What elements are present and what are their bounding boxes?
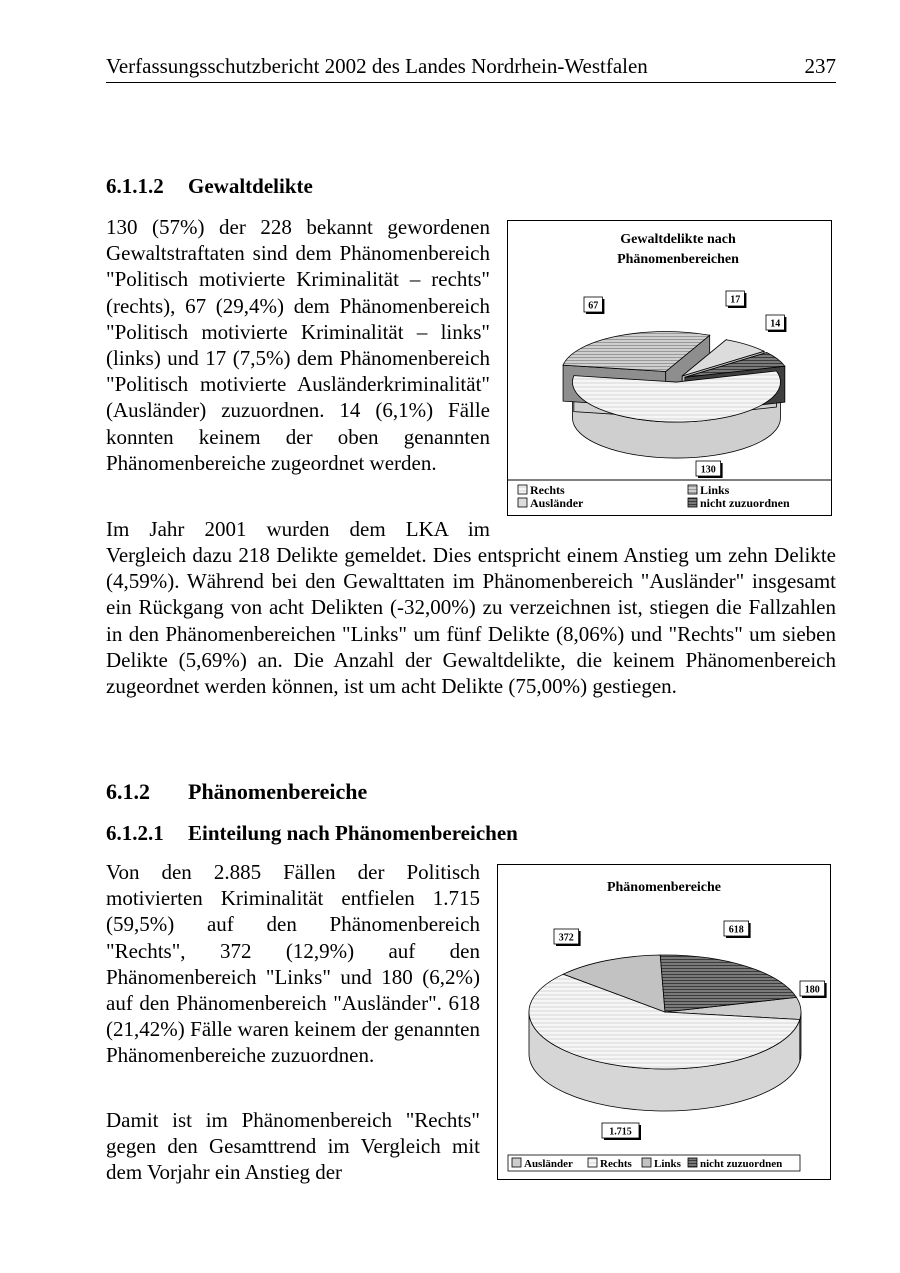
data-label-rechts: 130 — [700, 464, 716, 476]
section-number: 6.1.2 — [106, 779, 150, 804]
section-heading-phaenomenbereiche — [106, 779, 367, 805]
legend-swatch-rechts — [588, 1158, 597, 1167]
legend-label-nicht-zuzuordnen: nicht zuzuordnen — [700, 1158, 783, 1170]
pie-chart-phaenomenbereiche — [498, 865, 830, 1179]
legend-swatch-ausländer — [518, 498, 527, 507]
data-label-links: 67 — [588, 300, 599, 312]
chart-gewaltdelikte — [507, 220, 832, 516]
legend-swatch-rechts — [518, 485, 527, 494]
legend-label-links: Links — [700, 483, 730, 497]
legend-swatch-nicht-zuzuordnen — [688, 1158, 697, 1167]
section-heading-gewaltdelikte — [106, 174, 313, 199]
subsection-title: Einteilung nach Phänomenbereichen — [188, 821, 518, 845]
page-number: 237 — [804, 54, 836, 78]
section-number: 6.1.1.2 — [106, 174, 164, 198]
data-label-nicht-zuzuordnen: 618 — [728, 924, 744, 936]
page-header — [106, 54, 836, 83]
data-label-links: 372 — [558, 932, 574, 944]
data-label-rechts: 1.715 — [609, 1126, 632, 1138]
paragraph-gewalt-2b: Vergleich dazu 218 Delikte gemeldet. Dies entspricht einem Anstieg um zehn Delikte (4,59%). Während bei den Gewalttaten im Phänomenbereich "Ausländer" insgesamt ein Rückgang von acht Delikten (-32,00%) zu verzeichnen ist, stiegen die Fallzahlen in den Phänomenbereichen "Links" um fünf Delikte (8,06%) und "Rechts" um sieben Delikte (5,69%) an. Die Anzahl der Gewaltdelikte, die keinem Phänomenbereich zugeordnet werden können, ist um acht Delikte (75,00%) gestiegen. — [106, 543, 836, 699]
legend-swatch-links — [642, 1158, 651, 1167]
section-title: Phänomenbereiche — [188, 779, 368, 804]
chart-title-line2: Phänomenbereichen — [617, 252, 739, 267]
legend-label-rechts: Rechts — [600, 1158, 632, 1170]
legend-label-rechts: Rechts — [530, 483, 565, 497]
paragraph-gewalt-2a: Im Jahr 2001 wurden dem LKA im — [106, 517, 490, 541]
pie-chart-gewaltdelikte — [508, 221, 831, 515]
subsection-heading-einteilung — [106, 821, 518, 846]
chart-phaenomenbereiche — [497, 864, 831, 1180]
chart-title: Phänomenbereiche — [606, 880, 722, 895]
legend-swatch-nicht-zuzuordnen — [688, 498, 697, 507]
legend-label-ausländer: Ausländer — [524, 1158, 573, 1170]
legend-label-links: Links — [654, 1158, 681, 1170]
legend-swatch-links — [688, 485, 697, 494]
data-label-ausländer: 180 — [804, 984, 820, 996]
chart-title-line1: Gewaltdelikte nach — [620, 232, 736, 247]
paragraph-phaenomen-2: Damit ist im Phänomenbereich "Rechts" gegen den Gesamttrend im Vergleich mit dem Vorjahr ein Anstieg der — [106, 1108, 480, 1185]
header-title: Verfassungsschutzbericht 2002 des Landes Nordrhein-Westfalen — [106, 54, 648, 78]
legend-label-nicht-zuzuordnen: nicht zuzuordnen — [700, 496, 790, 510]
data-label-ausländer: 17 — [730, 294, 741, 306]
data-label-nicht-zuzuordnen: 14 — [770, 318, 781, 330]
section-title: Gewaltdelikte — [188, 174, 313, 198]
subsection-number: 6.1.2.1 — [106, 821, 164, 845]
paragraph-phaenomen-1: Von den 2.885 Fällen der Politisch motivierten Kriminalität entfielen 1.715 (59,5%) auf den Phänomenbereich "Rechts", 372 (12,9%) auf den Phänomenbereich "Links" und 180 (6,2%) auf den Phänomenbereich "Ausländer". 618 (21,42%) Fälle waren keinem der genannten Phänomenbereiche zuzuordnen. — [106, 860, 480, 1068]
paragraph-gewalt-1: 130 (57%) der 228 bekannt gewordenen Gewaltstraftaten sind dem Phänomenbereich "Politisch motivierte Kriminalität – rechts" (rechts), 67 (29,4%) dem Phänomenbereich "Politisch motivierte Kriminalität – links" (links) und 17 (7,5%) dem Phänomenbereich "Politisch motivierte Ausländerkriminalität" (Ausländer) zuzuordnen. 14 (6,1%) Fälle konnten keinem der oben genannten Phänomenbereiche zugeordnet werden. — [106, 215, 490, 475]
legend-label-ausländer: Ausländer — [530, 496, 584, 510]
legend-swatch-ausländer — [512, 1158, 521, 1167]
